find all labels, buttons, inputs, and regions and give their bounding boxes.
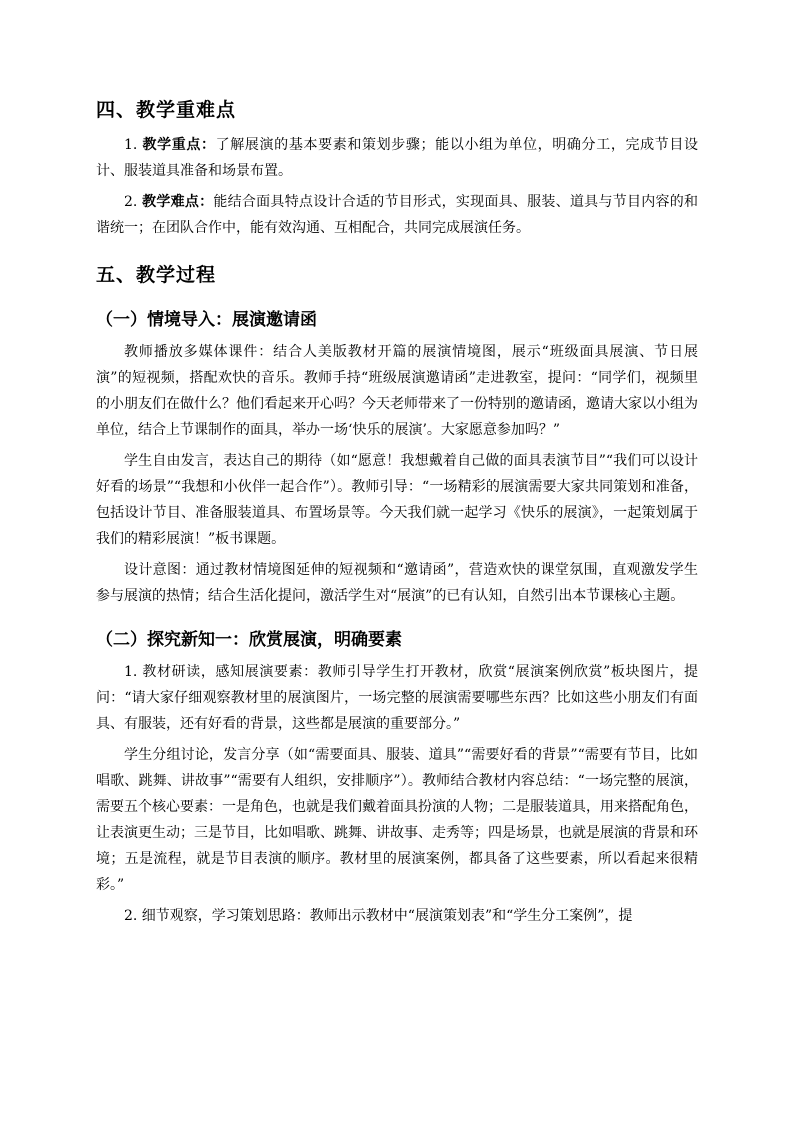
body-paragraph: 1. 教材研读，感知展演要素：教师引导学生打开教材，欣赏“展演案例欣赏”板块图片，提问：“请大家仔细观察教材里的展演图片，一场完整的展演需要哪些东西？比如这些小朋友们有面具、有服装，还有好看的背景，这些都是展演的重要部分。” xyxy=(96,664,698,732)
section-heading-key-points: 四、教学重难点 xyxy=(96,99,237,121)
document-body xyxy=(96,96,698,929)
key-point-item xyxy=(96,132,698,184)
body-paragraph: 学生自由发言，表达自己的期待（如“愿意！我想戴着自己做的面具表演节目”“我们可以设计好看的场景”“我想和小伙伴一起合作”）。教师引导：“一场精彩的展演需要大家共同策划和准备，包括设计节目、准备服装道具、布置场景等。今天我们就一起学习《快乐的展演》，一起策划属于我们的精彩展演！”板书课题。 xyxy=(96,453,698,547)
body-paragraph: 2. 细节观察，学习策划思路：教师出示教材中“展演策划表”和“学生分工案例”，提 xyxy=(124,908,633,924)
item-label: 教学难点： xyxy=(142,194,214,210)
difficulty-item xyxy=(96,189,698,241)
item-number: 1. xyxy=(124,137,143,153)
body-paragraph: 教师播放多媒体课件：结合人美版教材开篇的展演情境图，展示“班级面具展演、节日展演”的短视频，搭配欢快的音乐。教师手持“班级展演邀请函”走进教室，提问：“同学们，视频里的小朋友们在做什么？他们看起来开心吗？今天老师带来了一份特别的邀请函，邀请大家以小组为单位，结合上节课制作的面具，举办一场‘快乐的展演’。大家愿意参加吗？” xyxy=(96,344,698,438)
body-paragraph: 学生分组讨论，发言分享（如“需要面具、服装、道具”“需要好看的背景”“需要有节目，比如唱歌、跳舞、讲故事”“需要有人组织，安排顺序”）。教师结合教材内容总结：“一场完整的展演，需要五个核心要素：一是角色，也就是我们戴着面具扮演的人物；二是服装道具，用来搭配角色，让表演更生动；三是节目，比如唱歌、跳舞、讲故事、走秀等；四是场景，也就是展演的背景和环境；五是流程，就是节目表演的顺序。教材里的展演案例，都具备了这些要素，所以看起来很精彩。” xyxy=(96,747,698,893)
design-intent-paragraph: 设计意图：通过教材情境图延伸的短视频和“邀请函”，营造欢快的课堂氛围，直观激发学生参与展演的热情；结合生活化提问，激活学生对“展演”的已有认知，自然引出本节课核心主题。 xyxy=(96,562,698,604)
subsection-heading-introduction: （一）情境导入：展演邀请函 xyxy=(96,310,317,330)
item-text: 能结合面具特点设计合适的节目形式，实现面具、服装、道具与节目内容的和谐统一；在团队合作中，能有效沟通、互相配合，共同完成展演任务。 xyxy=(96,194,699,236)
item-number: 2. xyxy=(124,194,143,210)
item-text: 了解展演的基本要素和策划步骤；能以小组为单位，明确分工，完成节目设计、服装道具准备和场景布置。 xyxy=(96,137,699,179)
section-heading-teaching-process: 五、教学过程 xyxy=(96,264,217,286)
subsection-heading-explore: （二）探究新知一：欣赏展演，明确要素 xyxy=(96,630,402,650)
item-label: 教学重点： xyxy=(142,137,216,153)
